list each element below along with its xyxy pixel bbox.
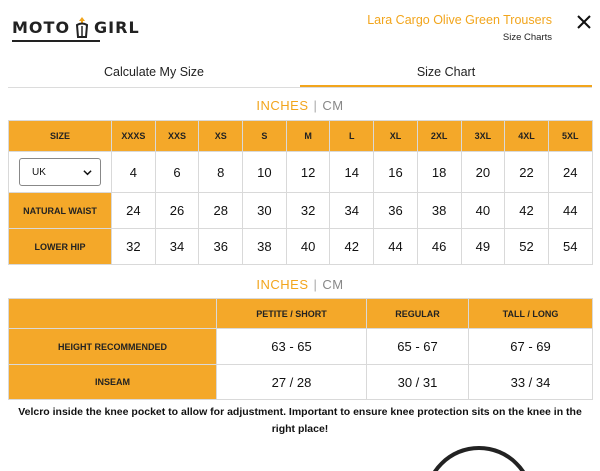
tab-size-chart[interactable]: Size Chart [300,58,592,87]
table-cell: 18 [417,152,461,193]
logo-text-right: GIRL [94,17,140,37]
row-label-natural-waist: NATURAL WAIST [9,193,112,229]
region-select-cell [9,152,112,193]
table-cell: 32 [286,193,330,229]
fit-table [8,298,593,400]
table-cell: 40 [461,193,505,229]
table-cell: 67 - 69 [469,329,593,365]
unit-cm-button[interactable]: CM [322,98,344,113]
size-header-cell: 5XL [548,121,592,152]
unit-inches-button[interactable]: INCHES [256,277,309,292]
tab-bar [8,58,592,88]
table-cell: 44 [374,229,418,265]
table-cell: 49 [461,229,505,265]
table-row [9,329,593,365]
product-title: Lara Cargo Olive Green Trousers [367,13,552,27]
size-header-cell: M [286,121,330,152]
table-row [9,229,593,265]
table-cell: 6 [155,152,199,193]
size-header-cell: L [330,121,374,152]
row-label-height-recommended: HEIGHT RECOMMENDED [9,329,217,365]
table-cell: 34 [155,229,199,265]
size-header-cell: 3XL [461,121,505,152]
table-cell: 30 [243,193,287,229]
table-cell: 36 [374,193,418,229]
table-cell: 42 [505,193,549,229]
close-icon [576,14,592,30]
table-cell: 10 [243,152,287,193]
region-select-value: UK [32,166,46,178]
size-header-cell: 4XL [505,121,549,152]
table-cell: 26 [155,193,199,229]
brand-logo[interactable] [12,14,140,40]
table-cell: 46 [417,229,461,265]
table-cell: 38 [243,229,287,265]
size-table [8,120,593,265]
table-cell: 42 [330,229,374,265]
chevron-down-icon [83,168,92,177]
fit-header-row [9,299,593,329]
header [0,0,600,50]
logo-text-left: MOTO [12,17,71,37]
size-header-cell: XS [199,121,243,152]
unit-toggle-1 [0,98,600,113]
table-cell: 20 [461,152,505,193]
unit-toggle-2 [0,277,600,292]
table-cell: 33 / 34 [469,365,593,400]
table-cell: 65 - 67 [367,329,469,365]
size-header-label: SIZE [9,121,112,152]
table-cell: 63 - 65 [217,329,367,365]
size-header-cell: S [243,121,287,152]
unit-inches-button[interactable]: INCHES [256,98,309,113]
table-row [9,193,593,229]
table-cell: 54 [548,229,592,265]
table-cell: 24 [548,152,592,193]
table-cell: 8 [199,152,243,193]
region-select[interactable] [19,158,101,186]
helmet-figure-icon [72,16,92,38]
table-cell: 12 [286,152,330,193]
table-cell: 22 [505,152,549,193]
size-header-cell: XL [374,121,418,152]
tab-calculate-my-size[interactable]: Calculate My Size [103,65,205,79]
size-header-cell: 2XL [417,121,461,152]
table-cell: 4 [112,152,156,193]
unit-cm-button[interactable]: CM [322,277,344,292]
table-cell: 30 / 31 [367,365,469,400]
row-label-inseam: INSEAM [9,365,217,400]
table-cell: 52 [505,229,549,265]
table-cell: 32 [112,229,156,265]
table-cell: 14 [330,152,374,193]
table-row [9,152,593,193]
close-button[interactable] [574,10,594,34]
table-cell: 38 [417,193,461,229]
logo-underline [12,40,100,42]
fit-header-cell: REGULAR [367,299,469,329]
fit-header-cell: PETITE / SHORT [217,299,367,329]
table-cell: 27 / 28 [217,365,367,400]
table-cell: 16 [374,152,418,193]
table-cell: 44 [548,193,592,229]
table-row [9,365,593,400]
fit-header-cell: TALL / LONG [469,299,593,329]
fit-header-blank [9,299,217,329]
size-header-cell: XXXS [112,121,156,152]
unit-separator: | [313,277,318,292]
table-cell: 24 [112,193,156,229]
row-label-lower-hip: LOWER HIP [9,229,112,265]
table-cell: 40 [286,229,330,265]
table-cell: 28 [199,193,243,229]
table-cell: 34 [330,193,374,229]
fit-note: Velcro inside the knee pocket to allow for adjustment. Important to ensure knee protection sits on the knee in the right place! [18,406,582,435]
size-header-cell: XXS [155,121,199,152]
size-charts-subtitle: Size Charts [502,32,552,43]
table-cell: 36 [199,229,243,265]
unit-separator: | [313,98,318,113]
size-header-row [9,121,593,152]
